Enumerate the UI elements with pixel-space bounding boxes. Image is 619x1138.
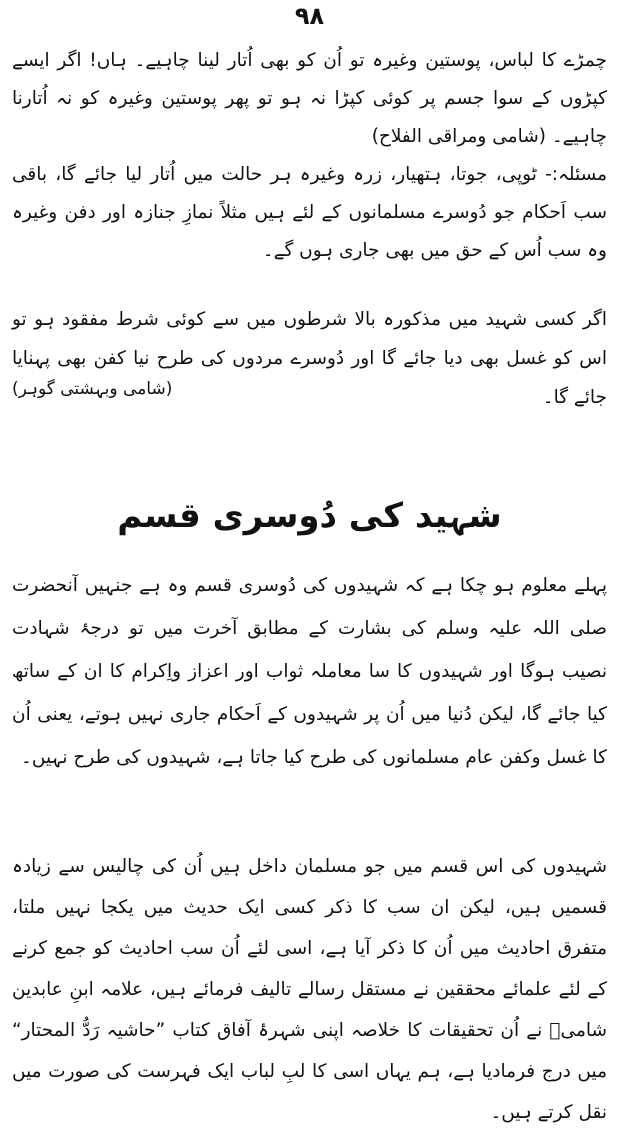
paragraph-masala-rulings: مسئلہ:- ٹوپی، جوتا، ہتھیار، زرہ وغیرہ ہر حالت میں اُتار لیا جائے گا، باقی سب اَحکام جو دُوسرے مسلمانوں کے لئے ہیں مثلاً نمازِ جنازہ اور دفن وغیرہ وہ سب اُس کے حق میں بھی جاری ہوں گے۔: [12, 164, 607, 261]
section-heading: شہید کی دُوسری قسم: [117, 496, 502, 536]
page-number: ۹۸: [294, 2, 325, 30]
paragraph-leather-clothing: چمڑے کا لباس، پوستین وغیرہ تو اُن کو بھی اُتار لینا چاہیے۔ ہاں! اگر ایسے کپڑوں کے سوا جسم پر کوئی کپڑا نہ ہو تو پھر پوستین وغیرہ کو نہ اُتارنا چاہیے۔ (شامی ومراقی الفلاح): [12, 50, 607, 147]
paragraph-missing-condition: اگر کسی شہید میں مذکورہ بالا شرطوں میں سے کوئی شرط مفقود ہو تو اس کو غسل بھی دیا جائے گا اور دُوسرے مردوں کی طرح نیا کفن بھی پہنایا جائے گا۔: [12, 309, 607, 408]
citation-reference: (شامی وبہشتی گوہر): [12, 379, 173, 399]
paragraph-second-type-definition: پہلے معلوم ہو چکا ہے کہ شہیدوں کی دُوسری قسم وہ ہے جنہیں آنحضرت صلی اللہ علیہ وسلم کی بشارت کے مطابق آخرت میں تو درجۂ شہادت نصیب ہوگا اور شہیدوں کا سا معاملہ ثواب اور اعزاز واِکرام کا ان کے ساتھ کیا جائے گا، لیکن دُنیا میں اُن پر شہیدوں کے اَحکام جاری نہیں ہوتے، یعنی اُن کا غسل وکفن عام مسلمانوں کی طرح کیا جاتا ہے، شہیدوں کی طرح نہیں۔: [12, 575, 607, 768]
text-block-intro: [12, 42, 607, 270]
paragraph-forty-categories: شہیدوں کی اس قسم میں جو مسلمان داخل ہیں اُن کی چالیس سے زیادہ قسمیں ہیں، لیکن ان سب کا ذکر کسی ایک حدیث میں یکجا نہیں ملتا، متفرق احادیث میں اُن کا ذکر آیا ہے، اسی لئے اُن سب احادیث کو جمع کرنے کے لئے علمائے محققین نے مستقل رسالے تالیف فرمائے ہیں، علامہ ابنِ عابدین شامیؒ نے اُن تحقیقات کا خلاصہ اپنی شہرۂ آفاق کتاب ”حاشیہ رَدُّ المحتار“ میں درج فرمادیا ہے، ہم یہاں اسی کا لبِ لباب ایک فہرست کی صورت میں نقل کرتے ہیں۔: [12, 856, 607, 1123]
text-block-categories: [12, 846, 607, 1133]
text-block-second-type: [12, 564, 607, 779]
